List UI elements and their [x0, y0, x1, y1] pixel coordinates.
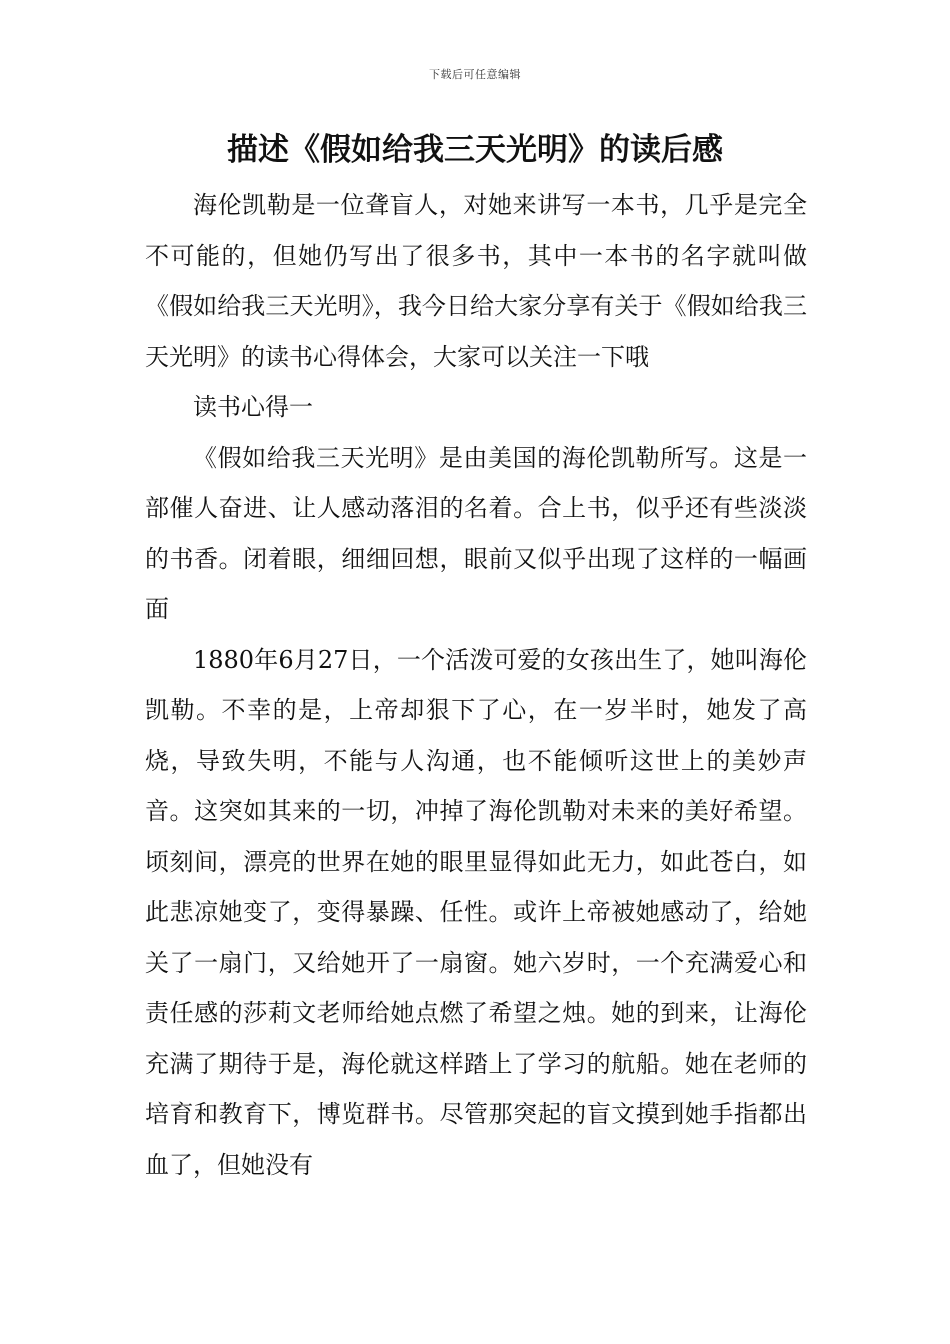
header-note: 下载后可任意编辑 — [429, 68, 521, 81]
paragraph-intro: 海伦凯勒是一位聋盲人，对她来讲写一本书，几乎是完全不可能的，但她仍写出了很多书，其中一本书的名字就叫做《假如给我三天光明》，我今日给大家分享有关于《假如给我三天光明》的读书心得体会，大家可以关注一下哦 — [145, 191, 807, 371]
document-body — [145, 180, 807, 1190]
paragraph-story: 1880年6月27日，一个活泼可爱的女孩出生了，她叫海伦凯勒。不幸的是，上帝却狠下了心，在一岁半时，她发了高烧，导致失明，不能与人沟通，也不能倾听这世上的美妙声音。这突如其来的一切，冲掉了海伦凯勒对未来的美好希望。顷刻间，漂亮的世界在她的眼里显得如此无力，如此苍白，如此悲凉她变了，变得暴躁、任性。或许上帝被她感动了，给她关了一扇门，又给她开了一扇窗。她六岁时，一个充满爱心和责任感的莎莉文老师给她点燃了希望之烛。她的到来，让海伦充满了期待于是，海伦就这样踏上了学习的航船。她在老师的培育和教育下，博览群书。尽管那突起的盲文摸到她手指都出血了，但她没有 — [145, 645, 807, 1179]
document-title: 描述《假如给我三天光明》的读后感 — [227, 132, 723, 168]
paragraph-book-intro: 《假如给我三天光明》是由美国的海伦凯勒所写。这是一部催人奋进、让人感动落泪的名着。合上书，似乎还有些淡淡的书香。闭着眼，细细回想，眼前又似乎出现了这样的一幅画面 — [145, 443, 807, 623]
section-heading: 读书心得一 — [193, 393, 313, 421]
